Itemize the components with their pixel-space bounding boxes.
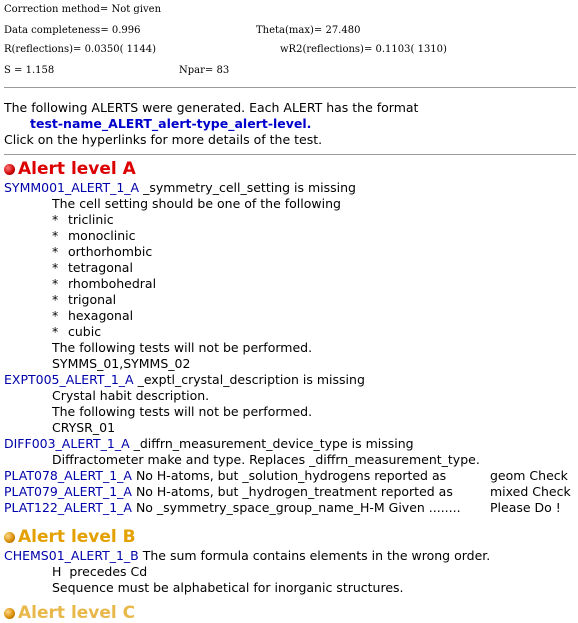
plat078-link[interactable]: PLAT078_ALERT_1_A (4, 468, 132, 483)
symm001-link[interactable]: SYMM001_ALERT_1_A (4, 180, 140, 195)
list-item: * trigonal (52, 292, 117, 307)
list-item: * tetragonal (52, 260, 133, 275)
expt005-link[interactable]: EXPT005_ALERT_1_A (4, 372, 134, 387)
alert-diff003 (4, 436, 414, 452)
alert-level-a-heading (4, 159, 136, 179)
data-completeness: Data completeness= 0.996 (4, 25, 141, 36)
alert-plat122 (4, 500, 461, 516)
alert-chems01 (4, 548, 490, 564)
alert-level-c-heading (4, 603, 135, 623)
alert-level-b-label: Alert level B (18, 527, 136, 547)
symm001-message: _symmetry_cell_setting is missing (143, 180, 356, 195)
alert-symm001 (4, 180, 356, 196)
list-item: * monoclinic (52, 228, 136, 243)
theta-max: Theta(max)= 27.480 (256, 25, 361, 36)
chems01-detail: H precedes Cd (52, 564, 148, 579)
list-item: * rhombohedral (52, 276, 157, 291)
plat122-link[interactable]: PLAT122_ALERT_1_A (4, 500, 132, 515)
alert-plat078 (4, 468, 446, 484)
chems01-message: The sum formula contains elements in the wrong order. (142, 548, 491, 563)
expt005-desc: Crystal habit description. (52, 388, 210, 403)
npar: Npar= 83 (179, 65, 230, 76)
expt005-not-performed: The following tests will not be performed. (52, 404, 313, 419)
alert-format (30, 116, 311, 132)
diff003-message: _diffrn_measurement_device_type is missing (133, 436, 414, 451)
list-item: * hexagonal (52, 308, 134, 323)
plat079-message: No H-atoms, but _hydrogen_treatment reported as (135, 484, 453, 499)
alert-format-text: test-name_ALERT_alert-type_alert-level. (30, 116, 312, 131)
diff003-link[interactable]: DIFF003_ALERT_1_A (4, 436, 130, 451)
list-item: * triclinic (52, 212, 114, 227)
list-item: * orthorhombic (52, 244, 153, 259)
divider (4, 154, 576, 155)
orange-ball-icon (4, 608, 15, 619)
alert-plat079 (4, 484, 453, 500)
list-item: * cubic (52, 324, 102, 339)
correction-method: Correction method= Not given (4, 4, 162, 15)
diff003-desc: Diffractometer make and type. Replaces _diffrn_measurement_type. (52, 452, 480, 467)
r-reflections: R(reflections)= 0.0350( 1144) (4, 44, 157, 55)
chems01-link[interactable]: CHEMS01_ALERT_1_B (4, 548, 139, 563)
symm001-desc: The cell setting should be one of the following (52, 196, 341, 211)
divider (4, 87, 576, 88)
alert-level-a-label: Alert level A (18, 159, 136, 179)
intro-line2: Click on the hyperlinks for more details of the test. (4, 132, 323, 147)
alert-level-b-heading (4, 527, 136, 547)
red-ball-icon (4, 164, 15, 175)
symm001-not-performed: The following tests will not be performed. (52, 340, 313, 355)
plat078-message: No H-atoms, but _solution_hydrogens reported as (135, 468, 447, 483)
alert-level-c-label: Alert level C (18, 603, 136, 623)
plat078-value: geom Check (490, 468, 568, 483)
plat122-message: No _symmetry_space_group_name_H-M Given ........ (135, 500, 461, 515)
wr2-reflections: wR2(reflections)= 0.1103( 1310) (280, 44, 447, 55)
s-value: S = 1.158 (4, 65, 55, 76)
expt005-message: _exptl_crystal_description is missing (137, 372, 365, 387)
chems01-desc: Sequence must be alphabetical for inorganic structures. (52, 580, 404, 595)
plat079-link[interactable]: PLAT079_ALERT_1_A (4, 484, 132, 499)
plat079-value: mixed Check (490, 484, 571, 499)
expt005-tests: CRYSR_01 (52, 420, 116, 435)
plat122-value: Please Do ! (490, 500, 561, 515)
alert-expt005 (4, 372, 365, 388)
symm001-tests: SYMMS_01,SYMMS_02 (52, 356, 191, 371)
orange-ball-icon (4, 532, 15, 543)
intro-line1: The following ALERTS were generated. Each ALERT has the format (4, 100, 419, 115)
